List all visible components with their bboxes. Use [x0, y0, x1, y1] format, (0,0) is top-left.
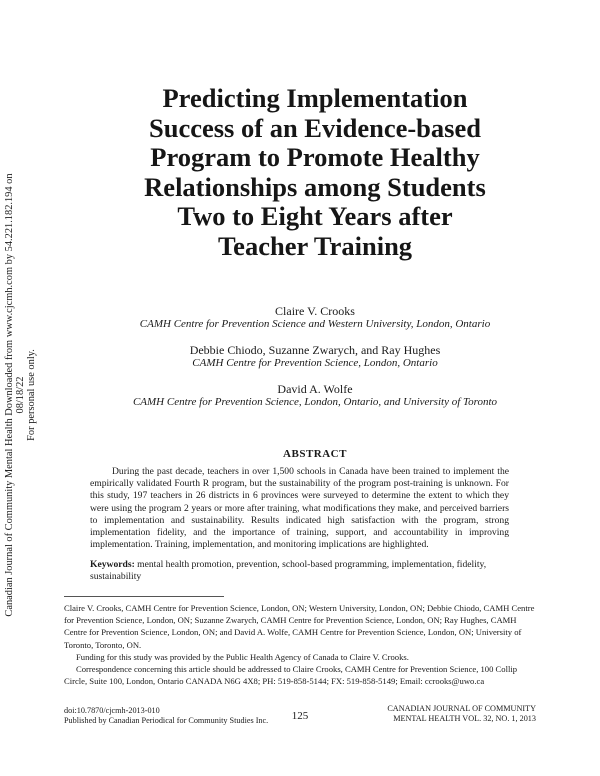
keywords-text: mental health promotion, prevention, school-based programming, implementation, fidelity, sustainability — [90, 559, 487, 583]
abstract-text: During the past decade, teachers in over 1,500 schools in Canada have been trained to implement the empirically validated Fourth R program, but the sustainability of the program post-training is unknown. For this study, 197 teachers in 26 districts in 6 provinces were surveyed to determine the extent to which they were using the program 2 years or more after training, what modifications they make, and perceived barriers to implementation and sustainability. Results indicated high satisfaction with the program, strong implementation fidelity, and the importance of training, support, and accountability in improving implementation. Training, implementation, and monitoring implications are highlighted. — [90, 466, 509, 551]
author-name: Debbie Chiodo, Suzanne Zwarych, and Ray Hughes — [189, 343, 441, 357]
author-affiliation: CAMH Centre for Prevention Science, London, Ontario — [192, 357, 438, 369]
title-line: Predicting Implementation — [162, 83, 468, 113]
page-number: 125 — [291, 710, 309, 722]
footnote-affiliations: Claire V. Crooks, CAMH Centre for Prevention Science, London, ON; Western University, London, ON; Debbie Chiodo, CAMH Centre for Prevention Science, London, ON; Suzanne Zwarych, CAMH Centre for Prevention Science, London, ON; Ray Hughes, CAMH Centre for Prevention Science, London, ON; and David A. Wolfe, CAMH Centre for Prevention Science, London, ON; University of Toronto, Toronto, ON. — [64, 603, 535, 650]
download-watermark — [4, 160, 37, 630]
doi-block — [64, 706, 268, 727]
title-line: Success of an Evidence-based — [148, 112, 481, 143]
journal-citation — [336, 704, 536, 725]
author-name: Claire V. Crooks — [275, 304, 355, 318]
title-line: Relationships among Students — [144, 171, 486, 202]
keywords-label: Keywords: — [90, 559, 135, 570]
footnote-funding: Funding for this study was provided by the Public Health Agency of Canada to Claire V. Crooks. — [76, 652, 409, 662]
title-line: Teacher Training — [217, 230, 413, 261]
watermark-line-1: Canadian Journal of Community Mental Health Downloaded from www.cjcmh.com by 54.221.182.194 on 08/18/22 — [4, 173, 26, 617]
publisher: Published by Canadian Periodical for Community Studies Inc. — [64, 716, 269, 726]
watermark-line-2: For personal use only. — [26, 349, 37, 441]
author-name: David A. Wolfe — [277, 382, 353, 396]
title-line: Two to Eight Years after — [177, 201, 453, 231]
keywords — [90, 559, 509, 583]
journal-line: CANADIAN JOURNAL OF COMMUNITY — [387, 704, 536, 713]
doi: doi:10.7870/cjcmh-2013-010 — [64, 706, 160, 715]
abstract-heading: ABSTRACT — [283, 448, 347, 460]
title-line: Program to Promote Healthy — [150, 142, 480, 172]
footnote-divider — [64, 596, 224, 597]
footnote-correspondence: Correspondence concerning this article should be addressed to Claire Crooks, CAMH Centre for Prevention Science, 100 Collip Circle, Suite 100, London, Ontario CANADA N6G 4X8; PH: 519-858-5144; FX: 519-858-5149; Email: ccrooks@uwo.ca — [64, 664, 518, 687]
author-affiliation: CAMH Centre for Prevention Science, London, Ontario, and University of Toronto — [132, 396, 498, 408]
journal-line: MENTAL HEALTH VOL. 32, NO. 1, 2013 — [393, 714, 536, 724]
author-affiliation: CAMH Centre for Prevention Science and Western University, London, Ontario — [139, 318, 491, 330]
article-title — [80, 84, 550, 261]
